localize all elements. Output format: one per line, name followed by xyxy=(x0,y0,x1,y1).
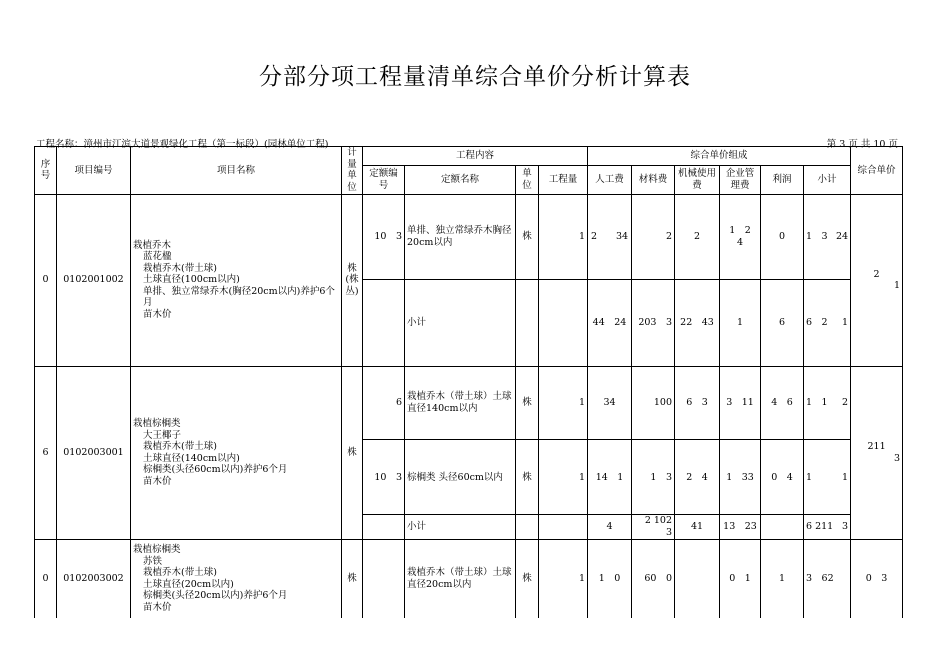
subtotal-value: 6 211 xyxy=(806,521,834,533)
item-name-line: 栽植乔木(带土球) xyxy=(143,567,217,579)
subtotal-extra: 1 xyxy=(842,316,849,328)
item-name-line: 苗木价 xyxy=(143,601,172,613)
item-name-line: 蓝花楹 xyxy=(143,251,172,263)
item-seq: 6 xyxy=(35,366,57,539)
subtotal-fee xyxy=(804,440,851,515)
row-quantity xyxy=(539,279,588,366)
subtotal-extra: 3 xyxy=(842,521,849,533)
item-name-line: 栽植乔木(带土球) xyxy=(143,441,217,453)
subtotal-value: 1 xyxy=(806,471,813,483)
machine-fee: 41 xyxy=(675,515,720,539)
item-total-a: 0 3 xyxy=(865,573,888,584)
header-mgmt: 企业管理费 xyxy=(720,165,761,194)
page-title: 分部分项工程量清单综合单价分析计算表 xyxy=(259,64,691,90)
profit-fee: 1 xyxy=(761,539,804,618)
table-row xyxy=(35,194,903,279)
quota-name: 小计 xyxy=(405,279,516,366)
quota-code: 6 xyxy=(363,366,405,440)
subtotal-fee xyxy=(804,194,851,279)
row-unit xyxy=(516,515,539,539)
item-seq: 0 xyxy=(35,194,57,366)
subtotal-value: 6 2 xyxy=(806,316,828,328)
item-name-line: 大王椰子 xyxy=(143,429,182,441)
header-material: 材料费 xyxy=(632,165,675,194)
header-code: 项目编号 xyxy=(57,147,131,195)
profit-fee: 4 6 xyxy=(761,366,804,440)
subtotal-extra: 1 xyxy=(842,471,849,483)
item-name-line: 苏铁 xyxy=(143,555,163,567)
quota-code: 10 3 xyxy=(363,440,405,515)
header-quantity: 工程量 xyxy=(539,165,588,194)
material-fee: 1 3 xyxy=(632,440,675,515)
item-name-line: 栽植棕榈类 xyxy=(133,418,181,430)
machine-fee: 22 43 xyxy=(675,279,720,366)
item-unit: 株 xyxy=(342,539,363,618)
subtotal-fee xyxy=(804,515,851,539)
item-name-line: 土球直径(20cm以内) xyxy=(143,578,234,590)
row-unit: 株 xyxy=(516,440,539,515)
item-code: 0102003001 xyxy=(57,366,131,539)
quota-name: 栽植乔木（带土球）土球直径140cm以内 xyxy=(405,366,516,440)
mgmt-fee: 1 33 xyxy=(720,440,761,515)
item-total-price xyxy=(851,194,903,366)
subtotal-fee xyxy=(804,366,851,440)
header-name: 项目名称 xyxy=(131,147,342,195)
material-fee: 2 102 3 xyxy=(632,515,675,539)
row-quantity: 1 xyxy=(539,440,588,515)
mgmt-fee: 3 11 xyxy=(720,366,761,440)
item-name-line: 苗木价 xyxy=(143,308,172,320)
labor-fee: 4 xyxy=(588,515,632,539)
machine-fee: 2 4 xyxy=(675,440,720,515)
quota-name: 栽植乔木（带土球）土球直径20cm以内 xyxy=(405,539,516,618)
item-total-price xyxy=(851,366,903,539)
item-total-a: 211 xyxy=(867,441,886,453)
labor-fee: 34 xyxy=(588,366,632,440)
subtotal-value: 1 3 xyxy=(806,230,828,242)
row-unit: 株 xyxy=(516,539,539,618)
header-machine: 机械使用费 xyxy=(675,165,720,194)
item-name-line: 单排、独立常绿乔木(胸径20cm以内)养护6个月 xyxy=(143,285,335,309)
item-name-line: 土球直径(140cm以内) xyxy=(143,452,240,464)
header-composition: 综合单价组成 xyxy=(588,147,851,166)
item-name xyxy=(131,194,342,366)
item-unit: 株 xyxy=(342,366,363,539)
labor-fee: 1 0 xyxy=(588,539,632,618)
subtotal-fee xyxy=(804,539,851,618)
item-total-price xyxy=(851,539,903,618)
item-name xyxy=(131,539,342,618)
profit-fee: 0 4 xyxy=(761,440,804,515)
header-unit2: 单位 xyxy=(516,165,539,194)
page-number: 第 3 页 共 10 页 xyxy=(826,139,898,150)
row-unit xyxy=(516,279,539,366)
quota-code xyxy=(363,539,405,618)
header-unit: 计量单位 xyxy=(342,147,363,195)
subtotal-extra: 2 xyxy=(842,397,849,409)
header-seq: 序号 xyxy=(35,147,57,195)
subtotal-extra: 24 xyxy=(835,230,849,242)
profit-fee: 0 xyxy=(761,194,804,279)
header-quota-name: 定额名称 xyxy=(405,165,516,194)
item-name-line: 土球直径(100cm以内) xyxy=(143,274,240,286)
quota-name: 棕榈类 头径60cm以内 xyxy=(405,440,516,515)
table-row xyxy=(35,366,903,440)
item-name-line: 栽植棕榈类 xyxy=(133,544,181,556)
table-row xyxy=(35,539,903,618)
material-fee: 2 xyxy=(632,194,675,279)
mgmt-fee: 0 1 xyxy=(720,539,761,618)
mgmt-fee: 1 2 4 xyxy=(720,194,761,279)
item-total-b: 3 xyxy=(894,452,901,464)
header-labor: 人工费 xyxy=(588,165,632,194)
header-subtotal: 小计 xyxy=(804,165,851,194)
item-name xyxy=(131,366,342,539)
material-fee: 203 3 xyxy=(632,279,675,366)
item-name-line: 栽植乔木(带土球) xyxy=(143,262,217,274)
item-total-b: 1 xyxy=(894,280,901,292)
header-profit: 利润 xyxy=(761,165,804,194)
quota-name: 单排、独立常绿乔木胸径20cm以内 xyxy=(405,194,516,279)
quota-code xyxy=(363,515,405,539)
machine-fee: 2 xyxy=(675,194,720,279)
quota-name: 小计 xyxy=(405,515,516,539)
material-fee: 100 xyxy=(632,366,675,440)
header-total-price: 综合单价 xyxy=(851,147,903,195)
profit-fee xyxy=(761,515,804,539)
machine-fee xyxy=(675,539,720,618)
row-quantity xyxy=(539,515,588,539)
labor-fee: 14 1 xyxy=(588,440,632,515)
quota-code xyxy=(363,279,405,366)
item-name-line: 栽植乔木 xyxy=(133,239,172,251)
header-work-content: 工程内容 xyxy=(363,147,588,166)
subtotal-value: 1 1 xyxy=(806,397,828,409)
item-code: 0102001002 xyxy=(57,194,131,366)
row-unit: 株 xyxy=(516,366,539,440)
item-code: 0102003002 xyxy=(57,539,131,618)
item-total-a: 2 xyxy=(873,268,880,280)
row-quantity: 1 xyxy=(539,366,588,440)
project-name: 工程名称：漳州市江滨大道景观绿化工程（第一标段）(园林单位工程) xyxy=(36,139,329,150)
mgmt-fee: 13 23 xyxy=(720,515,761,539)
row-quantity: 1 xyxy=(539,539,588,618)
labor-fee: 44 24 xyxy=(588,279,632,366)
item-seq: 0 xyxy=(35,539,57,618)
item-name-line: 苗木价 xyxy=(143,475,172,487)
subtotal-value: 3 62 xyxy=(806,573,834,584)
material-fee: 60 0 xyxy=(632,539,675,618)
item-name-line: 棕榈类(头径20cm以内)养护6个月 xyxy=(143,590,288,602)
analysis-table xyxy=(34,146,903,618)
mgmt-fee: 1 xyxy=(720,279,761,366)
quota-code: 10 3 xyxy=(363,194,405,279)
machine-fee: 6 3 xyxy=(675,366,720,440)
item-name-line: 棕榈类(头径60cm以内)养护6个月 xyxy=(143,464,288,476)
row-quantity: 1 xyxy=(539,194,588,279)
profit-fee: 6 xyxy=(761,279,804,366)
subtotal-fee xyxy=(804,279,851,366)
labor-fee: 2 34 xyxy=(588,194,632,279)
header-quota-code: 定额编号 xyxy=(363,165,405,194)
row-unit: 株 xyxy=(516,194,539,279)
item-unit: 株(株丛) xyxy=(342,194,363,366)
